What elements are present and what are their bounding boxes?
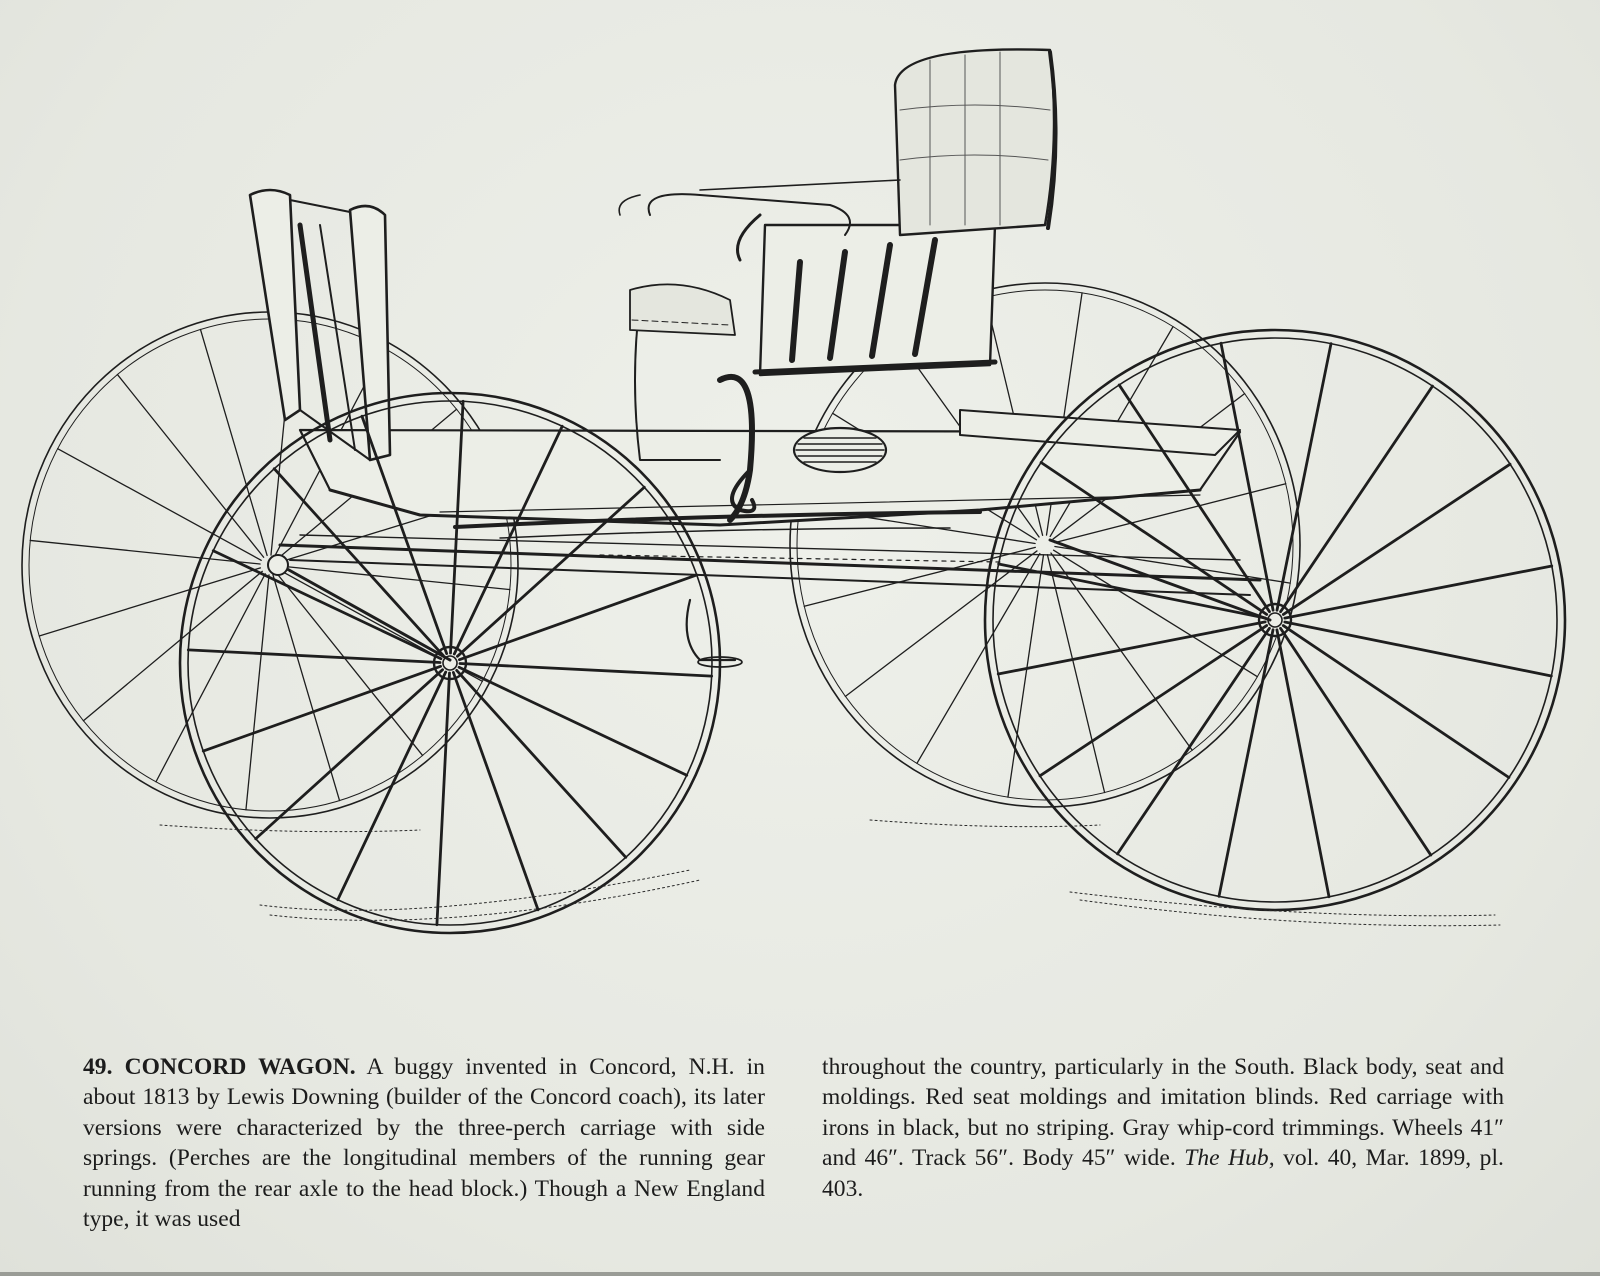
wheel-spoke (1277, 344, 1331, 611)
wheel-spoke (459, 667, 687, 775)
wheel-spoke (1117, 628, 1269, 854)
wheel-spoke (39, 568, 260, 636)
source-title: The Hub, (1184, 1145, 1275, 1172)
axle-details (268, 540, 1270, 660)
wheel-spoke (1221, 343, 1273, 610)
wheel-spoke (83, 571, 262, 720)
wheel-spoke (188, 650, 440, 663)
wheel-spoke (460, 663, 712, 676)
wheel-spoke (30, 540, 260, 564)
wheel-spoke (1040, 626, 1267, 776)
plate-title: CONCORD WAGON. (124, 1054, 356, 1080)
wheel-spoke (1008, 555, 1044, 797)
wheel-spoke (1277, 630, 1329, 897)
wheel-spoke (246, 575, 269, 810)
source-details: vol. 40, Mar. 1899, pl. 403. (822, 1145, 1504, 1202)
wheel-spoke (1281, 628, 1431, 855)
wheel-spoke (213, 551, 441, 659)
plate-number: 49. (83, 1054, 113, 1080)
wheel-spoke (1283, 626, 1509, 778)
wheel-spoke (1283, 464, 1510, 614)
wheel-spoke (276, 573, 422, 756)
wheel-spoke (117, 375, 263, 558)
wheel-spoke (273, 575, 340, 801)
wheel-spoke (280, 566, 510, 590)
wheel-spoke (845, 551, 1037, 696)
wheel-spoke (453, 672, 538, 909)
page-bottom-edge (0, 1272, 1600, 1276)
caption-column-right (822, 1052, 1504, 1204)
wheel-spoke (1285, 566, 1552, 618)
wheel-spoke (437, 673, 450, 925)
caption-right-text: throughout the country, particularly in the South. Black body, seat and moldings. Red seat moldings and imitation blinds. Red carriage with irons in black, but no striping. Gray whip-cord trimmings. Wheels 41″ and 46″. Track 56″. Body 45″ wide. (822, 1054, 1504, 1172)
caption-left-text: A buggy invented in Concord, N.H. in about 1813 by Lewis Downing (builder of the Concord coach), its later versions were characterized by the three-perch carriage with side springs. (Perches are the longitudinal members of the running gear running from the rear axle to the head block.) Though a New England type, it was used (83, 1054, 765, 1233)
wheel-spoke (156, 574, 265, 782)
wheel-spoke (256, 670, 443, 839)
wheel-spoke (200, 329, 267, 555)
caption-column-left (83, 1052, 765, 1234)
wheel-spoke (203, 666, 440, 751)
wheel-spoke (457, 670, 626, 857)
wheel-spoke (1285, 622, 1552, 676)
wheel-spoke (338, 672, 446, 900)
wheel-spoke (1281, 386, 1433, 612)
